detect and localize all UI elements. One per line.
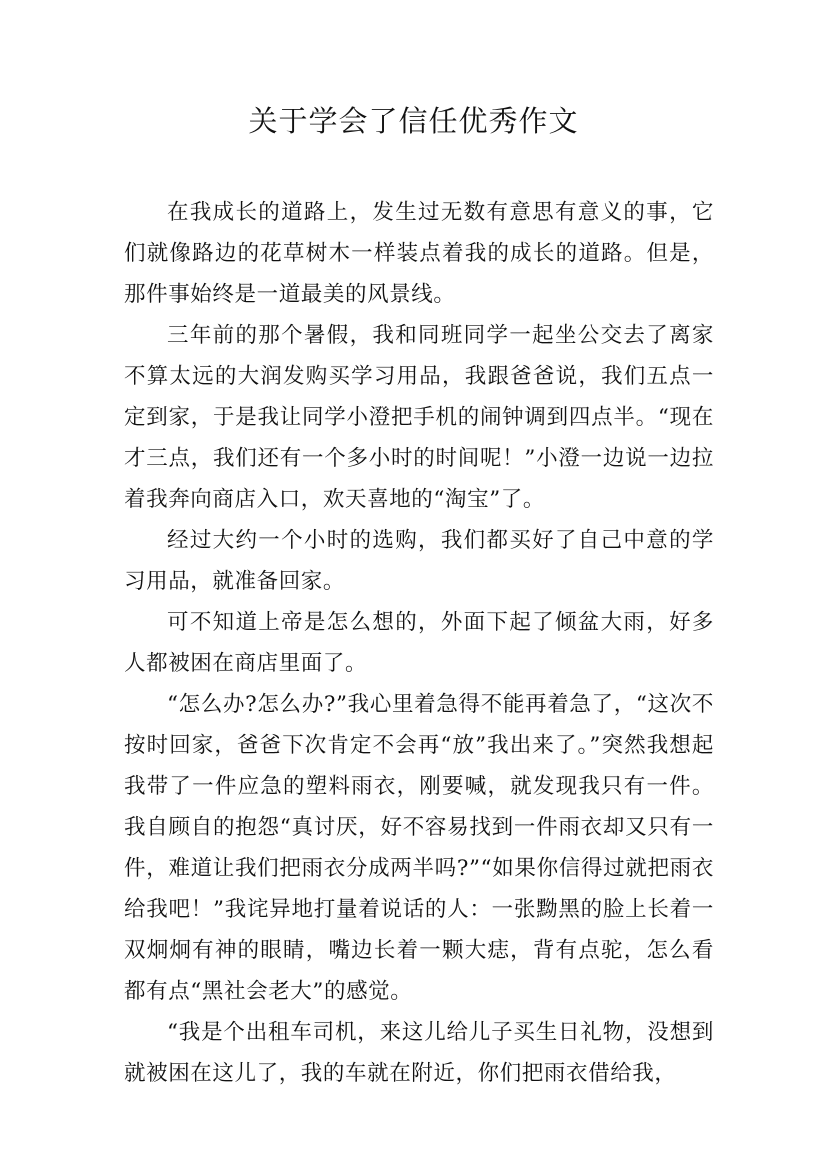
paragraph-1: 在我成长的道路上，发生过无数有意思有意义的事，它们就像路边的花草树木一样装点着我的成长的道路。但是，那件事始终是一道最美的风景线。: [124, 200, 714, 307]
paragraph-4: 可不知道上帝是怎么想的，外面下起了倾盆大雨，好多人都被困在商店里面了。: [124, 610, 714, 676]
document-body: [124, 192, 714, 1094]
paragraph-3: 经过大约一个小时的选购，我们都买好了自己中意的学习用品，就准备回家。: [124, 528, 714, 594]
paragraph-6: “我是个出租车司机，来这儿给儿子买生日礼物，没想到就被困在这儿了，我的车就在附近，你们把雨衣借给我，: [124, 1020, 714, 1086]
document-title: 关于学会了信任优秀作文: [248, 104, 579, 138]
paragraph-5: “怎么办?怎么办?”我心里着急得不能再着急了，“这次不按时回家，爸爸下次肯定不会再“放”我出来了。”突然我想起我带了一件应急的塑料雨衣，刚要喊，就发现我只有一件。我自顾自的抱怨“真讨厌，好不容易找到一件雨衣却又只有一件，难道让我们把雨衣分成两半吗?”“如果你信得过就把雨衣给我吧！”我诧异地打量着说话的人：一张黝黑的脸上长着一双炯炯有神的眼睛，嘴边长着一颗大痣，背有点驼，怎么看都有点“黑社会老大”的感觉。: [124, 692, 714, 1004]
paragraph-2: 三年前的那个暑假，我和同班同学一起坐公交去了离家不算太远的大润发购买学习用品，我跟爸爸说，我们五点一定到家，于是我让同学小澄把手机的闹钟调到四点半。“现在才三点，我们还有一个多小时的时间呢！”小澄一边说一边拉着我奔向商店入口，欢天喜地的“淘宝”了。: [124, 323, 714, 512]
